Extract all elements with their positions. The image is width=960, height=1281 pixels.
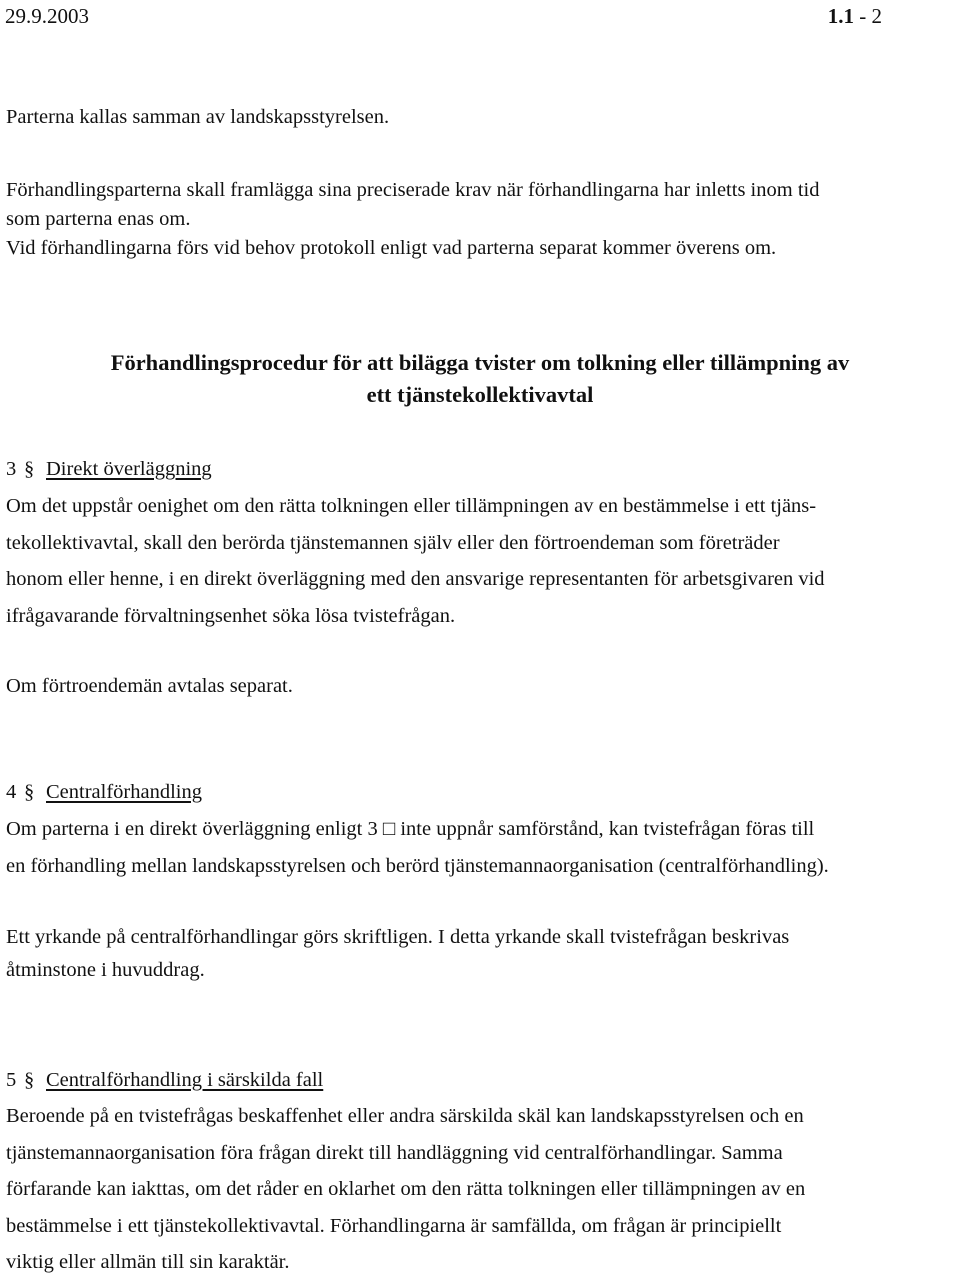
section-number: 3 (6, 458, 17, 480)
heading-line-1: Förhandlingsprocedur för att bilägga tvister om tolkning eller tillämpning av (110, 350, 850, 375)
paragraph-line: Om det uppstår oenighet om den rätta tolkningen eller tillämpningen av en bestämmelse i ett tjäns- (6, 495, 817, 517)
section-4-title (6, 777, 202, 807)
paragraph-line: honom eller henne, i en direkt överläggning med den ansvarige representanten för arbetsgivaren vid (6, 568, 825, 591)
section-3-paragraph-1 (6, 488, 960, 634)
section-symbol: § (24, 1069, 35, 1091)
page-ref-section: 1.1 (827, 4, 854, 28)
paragraph-line: tekollektivavtal, skall den berörda tjänstemannen själv eller den förtroendeman som företräder (6, 531, 780, 554)
paragraph-line: ifrågavarande förvaltningsenhet söka lösa tvistefrågan. (6, 604, 456, 627)
header-date: 29.9.2003 (5, 4, 89, 28)
intro-line: som parterna enas om. (6, 208, 191, 230)
intro-line: Vid förhandlingarna förs vid behov protokoll enligt vad parterna separat kommer överens om. (6, 237, 777, 259)
section-symbol: § (24, 781, 35, 803)
section-3-paragraph-2: Om förtroendemän avtalas separat. (6, 675, 293, 697)
header-page-reference (828, 3, 882, 29)
paragraph-line: viktig eller allmän till sin karaktär. (6, 1251, 290, 1274)
section-number: 5 (6, 1069, 17, 1091)
section-number: 4 (6, 781, 17, 803)
section-4-paragraph-1 (6, 811, 960, 884)
section-heading: Centralförhandling (46, 781, 202, 803)
paragraph-line: Ett yrkande på centralförhandlingar görs skriftligen. I detta yrkande skall tvistefrågan beskrivas (6, 926, 790, 948)
section-3-title (6, 454, 212, 484)
page-ref-page: - 2 (854, 4, 882, 28)
section-4-paragraph-2 (6, 921, 960, 987)
intro-paragraph-2 (6, 174, 960, 265)
section-5-paragraph-1 (6, 1098, 960, 1281)
intro-line: Förhandlingsparterna skall framlägga sina preciserade krav när förhandlingarna har inletts inom tid (6, 179, 820, 201)
paragraph-line: åtminstone i huvuddrag. (6, 959, 205, 981)
paragraph-line: tjänstemannaorganisation föra frågan direkt till handläggning vid centralförhandlingar. Samma (6, 1141, 783, 1164)
paragraph-line: en förhandling mellan landskapsstyrelsen och berörd tjänstemannaorganisation (centralförhandling). (6, 854, 829, 877)
paragraph-line: förfarande kan iakttas, om det råder en oklarhet om den rätta tolkningen eller tillämpningen av en (6, 1178, 806, 1201)
heading-line-2: ett tjänstekollektivavtal (366, 382, 594, 407)
intro-paragraph-1: Parterna kallas samman av landskapsstyrelsen. (6, 106, 390, 128)
paragraph-line: Beroende på en tvistefrågas beskaffenhet eller andra särskilda skäl kan landskapsstyrelsen och en (6, 1105, 804, 1127)
document-heading (0, 347, 960, 411)
section-5-title (6, 1065, 323, 1095)
paragraph-line: Om parterna i en direkt överläggning enligt 3 □ inte uppnår samförstånd, kan tvistefrågan föras till (6, 818, 815, 840)
section-symbol: § (24, 458, 35, 480)
section-heading: Centralförhandling i särskilda fall (46, 1069, 324, 1091)
paragraph-line: bestämmelse i ett tjänstekollektivavtal. Förhandlingarna är samfällda, om frågan är principiellt (6, 1214, 782, 1237)
section-heading: Direkt överläggning (46, 458, 212, 480)
